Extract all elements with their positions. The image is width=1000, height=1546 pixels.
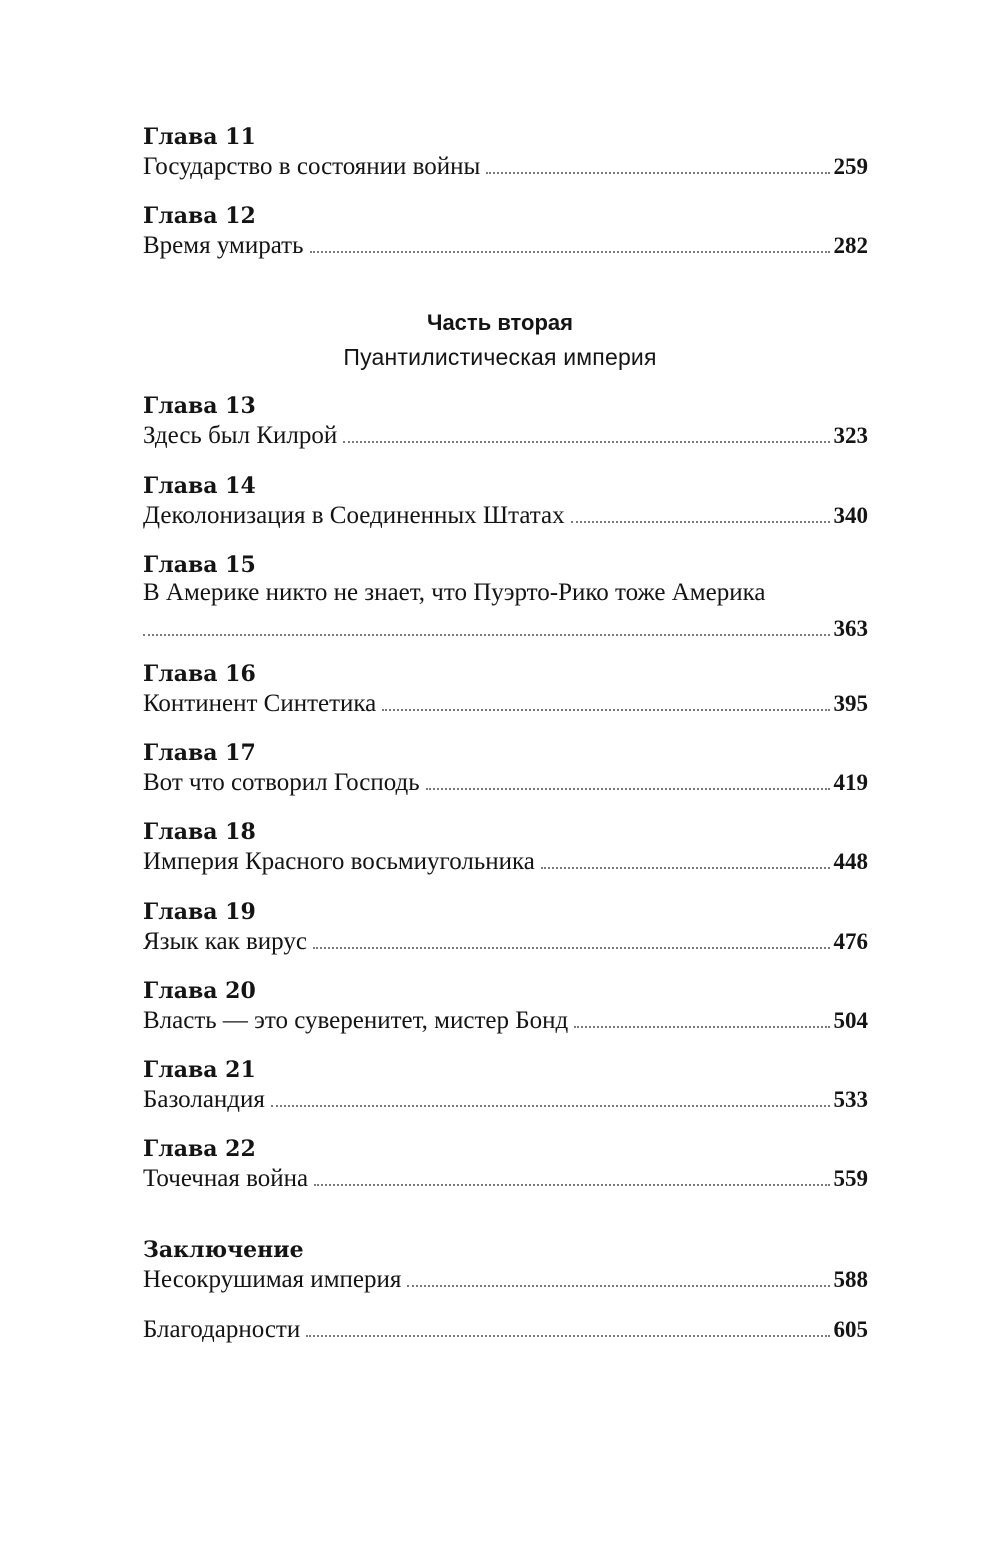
page-number: 340 — [833, 503, 868, 528]
chapter-title: Точечная война — [143, 1165, 309, 1192]
dot-leader — [382, 708, 829, 711]
dot-leader — [574, 1025, 829, 1028]
toc-line — [143, 421, 868, 451]
dot-leader — [407, 1284, 829, 1287]
dot-leader — [343, 440, 829, 443]
chapter-number: Глава 16 — [143, 661, 256, 687]
page-number: 533 — [833, 1087, 868, 1112]
conclusion-title: Несокрушимая империя — [143, 1266, 402, 1293]
page-number: 323 — [833, 423, 868, 448]
toc-title-line — [143, 578, 868, 608]
page-number: 588 — [833, 1267, 868, 1292]
part-subtitle: Пуантилистическая империя — [343, 344, 657, 370]
chapter-number: Глава 20 — [143, 978, 256, 1004]
acknowledgements-title: Благодарности — [143, 1316, 301, 1343]
chapter-title: Время умирать — [143, 232, 304, 259]
page-number: 504 — [833, 1008, 868, 1033]
chapter-title: Континент Синтетика — [143, 690, 377, 717]
toc-line — [143, 152, 868, 182]
chapter-number: Глава 22 — [143, 1136, 256, 1162]
toc-line — [143, 1085, 868, 1115]
page-number: 363 — [833, 616, 868, 641]
toc-line — [143, 768, 868, 798]
toc-line — [143, 1006, 868, 1036]
chapter-number: Глава 13 — [143, 393, 256, 419]
page-number: 419 — [833, 770, 868, 795]
toc-line — [143, 689, 868, 719]
chapter-number: Глава 12 — [143, 203, 256, 229]
dot-leader — [143, 633, 830, 636]
page-number: 282 — [833, 233, 868, 258]
dot-leader — [541, 866, 830, 869]
dot-leader — [306, 1334, 829, 1337]
page-number: 448 — [833, 849, 868, 874]
chapter-number: Глава 17 — [143, 740, 256, 766]
toc-line — [143, 927, 868, 957]
toc-line — [143, 501, 868, 531]
toc-line — [143, 1265, 868, 1295]
part-label: Часть вторая — [426, 310, 573, 335]
dot-leader — [426, 787, 830, 790]
chapter-title: В Америке никто не знает, что Пуэрто-Рико тоже Америка — [143, 579, 766, 606]
toc-line — [143, 847, 868, 877]
page-number: 259 — [833, 154, 868, 179]
dot-leader — [310, 250, 830, 253]
toc-line — [143, 1315, 868, 1345]
chapter-title: Империя Красного восьмиугольника — [143, 848, 535, 875]
chapter-title: Базоландия — [143, 1086, 265, 1113]
chapter-title: Государство в состоянии войны — [143, 153, 481, 180]
dot-leader — [314, 1183, 829, 1186]
dot-leader — [486, 171, 829, 174]
chapter-number: Глава 19 — [143, 899, 256, 925]
page-number: 476 — [833, 929, 868, 954]
toc-line — [143, 614, 868, 644]
chapter-title: Язык как вирус — [143, 928, 307, 955]
chapter-title: Власть — это суверенитет, мистер Бонд — [143, 1007, 569, 1034]
page-number: 395 — [833, 691, 868, 716]
dot-leader — [571, 520, 830, 523]
chapter-number: Глава 14 — [143, 473, 256, 499]
chapter-number: Глава 11 — [143, 124, 256, 150]
page-number: 559 — [833, 1166, 868, 1191]
dot-leader — [271, 1104, 830, 1107]
chapter-number: Глава 15 — [143, 552, 256, 578]
chapter-title: Здесь был Килрой — [143, 422, 338, 449]
chapter-number: Глава 18 — [143, 819, 256, 845]
chapter-number: Глава 21 — [143, 1057, 256, 1083]
dot-leader — [313, 946, 830, 949]
toc-line — [143, 231, 868, 261]
chapter-title: Вот что сотворил Господь — [143, 769, 420, 796]
page-number: 605 — [833, 1317, 868, 1342]
chapter-title: Деколонизация в Соединенных Штатах — [143, 502, 565, 529]
toc-line — [143, 1164, 868, 1194]
conclusion-heading: Заключение — [143, 1237, 304, 1263]
